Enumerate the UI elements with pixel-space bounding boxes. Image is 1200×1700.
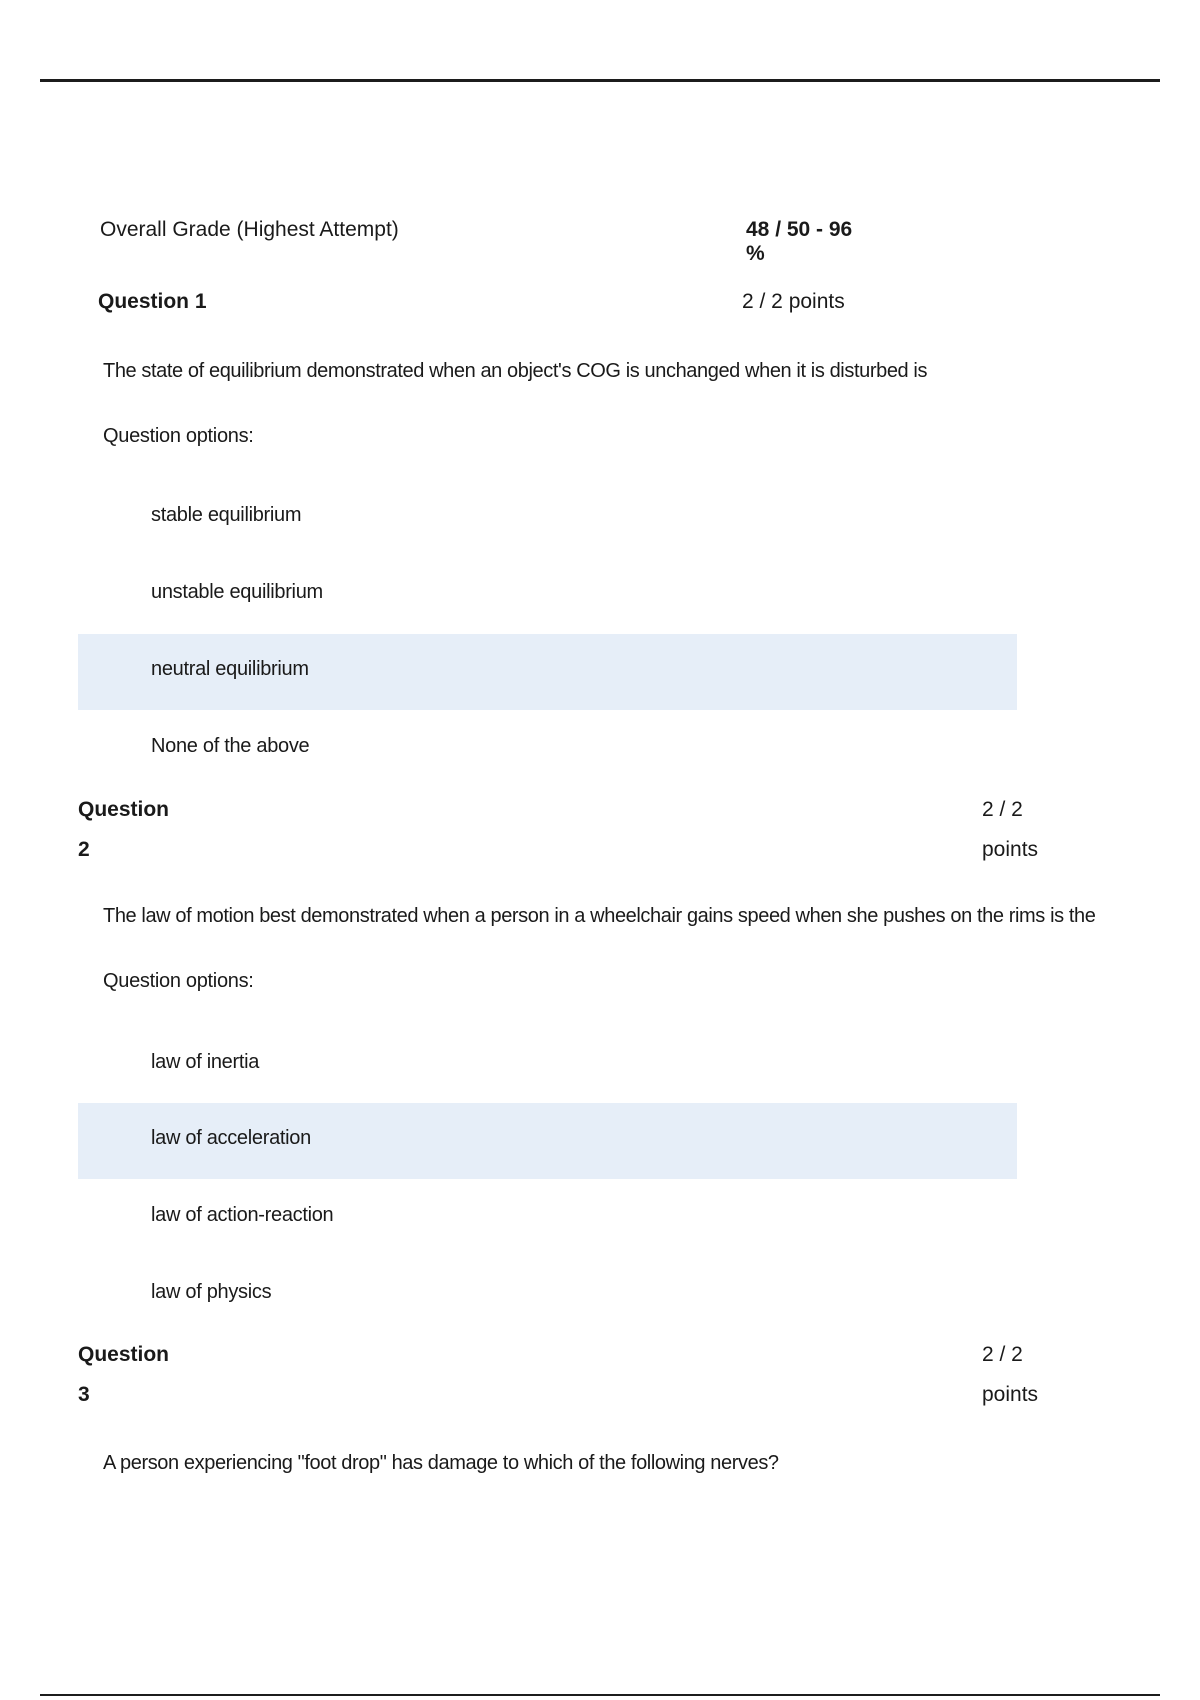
question-3-text: A person experiencing "foot drop" has damage to which of the following nerves?: [103, 1452, 779, 1474]
question-1-title: Question 1: [98, 290, 207, 313]
option-text: law of physics: [151, 1281, 272, 1303]
overall-grade-label: Overall Grade (Highest Attempt): [100, 218, 399, 241]
question-3-points-unit: points: [982, 1383, 1039, 1406]
question-2-title: [78, 790, 170, 870]
question-2-option-selected[interactable]: [78, 1103, 1017, 1179]
option-text: stable equilibrium: [151, 504, 302, 526]
option-text: None of the above: [151, 735, 310, 757]
option-text: law of action-reaction: [151, 1204, 334, 1226]
question-2-number: 2: [78, 838, 90, 861]
question-3-number: 3: [78, 1383, 90, 1406]
question-3-points: [982, 1335, 1042, 1415]
question-3-points-score: 2 / 2: [982, 1343, 1023, 1366]
overall-grade-value: 48 / 50 - 96 %: [746, 218, 853, 265]
question-3-title: [78, 1335, 170, 1415]
question-2-option[interactable]: [78, 1027, 1017, 1103]
question-3-title-word: Question: [78, 1343, 170, 1366]
question-2-points: [982, 790, 1042, 870]
question-1-option[interactable]: [78, 711, 1017, 787]
option-text: law of acceleration: [151, 1127, 311, 1149]
option-text: law of inertia: [151, 1051, 260, 1073]
option-text: unstable equilibrium: [151, 581, 323, 603]
question-2-text: The law of motion best demonstrated when a person in a wheelchair gains speed when she pushes on the rims is the: [103, 905, 1096, 927]
question-1-option[interactable]: [78, 480, 1017, 556]
question-2-option[interactable]: [78, 1180, 1017, 1256]
question-2-option[interactable]: [78, 1257, 1017, 1333]
question-1-option[interactable]: [78, 557, 1017, 633]
question-1-points: 2 / 2 points: [742, 290, 845, 313]
question-2-points-score: 2 / 2: [982, 798, 1023, 821]
question-1-option-selected[interactable]: [78, 634, 1017, 710]
footer-divider: [40, 1694, 1160, 1696]
question-1-options-label: Question options:: [103, 425, 254, 447]
question-1-text: The state of equilibrium demonstrated when an object's COG is unchanged when it is disturbed is: [103, 360, 928, 382]
header-divider: [40, 79, 1160, 82]
question-2-points-unit: points: [982, 838, 1039, 861]
question-2-title-word: Question: [78, 798, 170, 821]
question-2-options-label: Question options:: [103, 970, 254, 992]
option-text: neutral equilibrium: [151, 658, 309, 680]
